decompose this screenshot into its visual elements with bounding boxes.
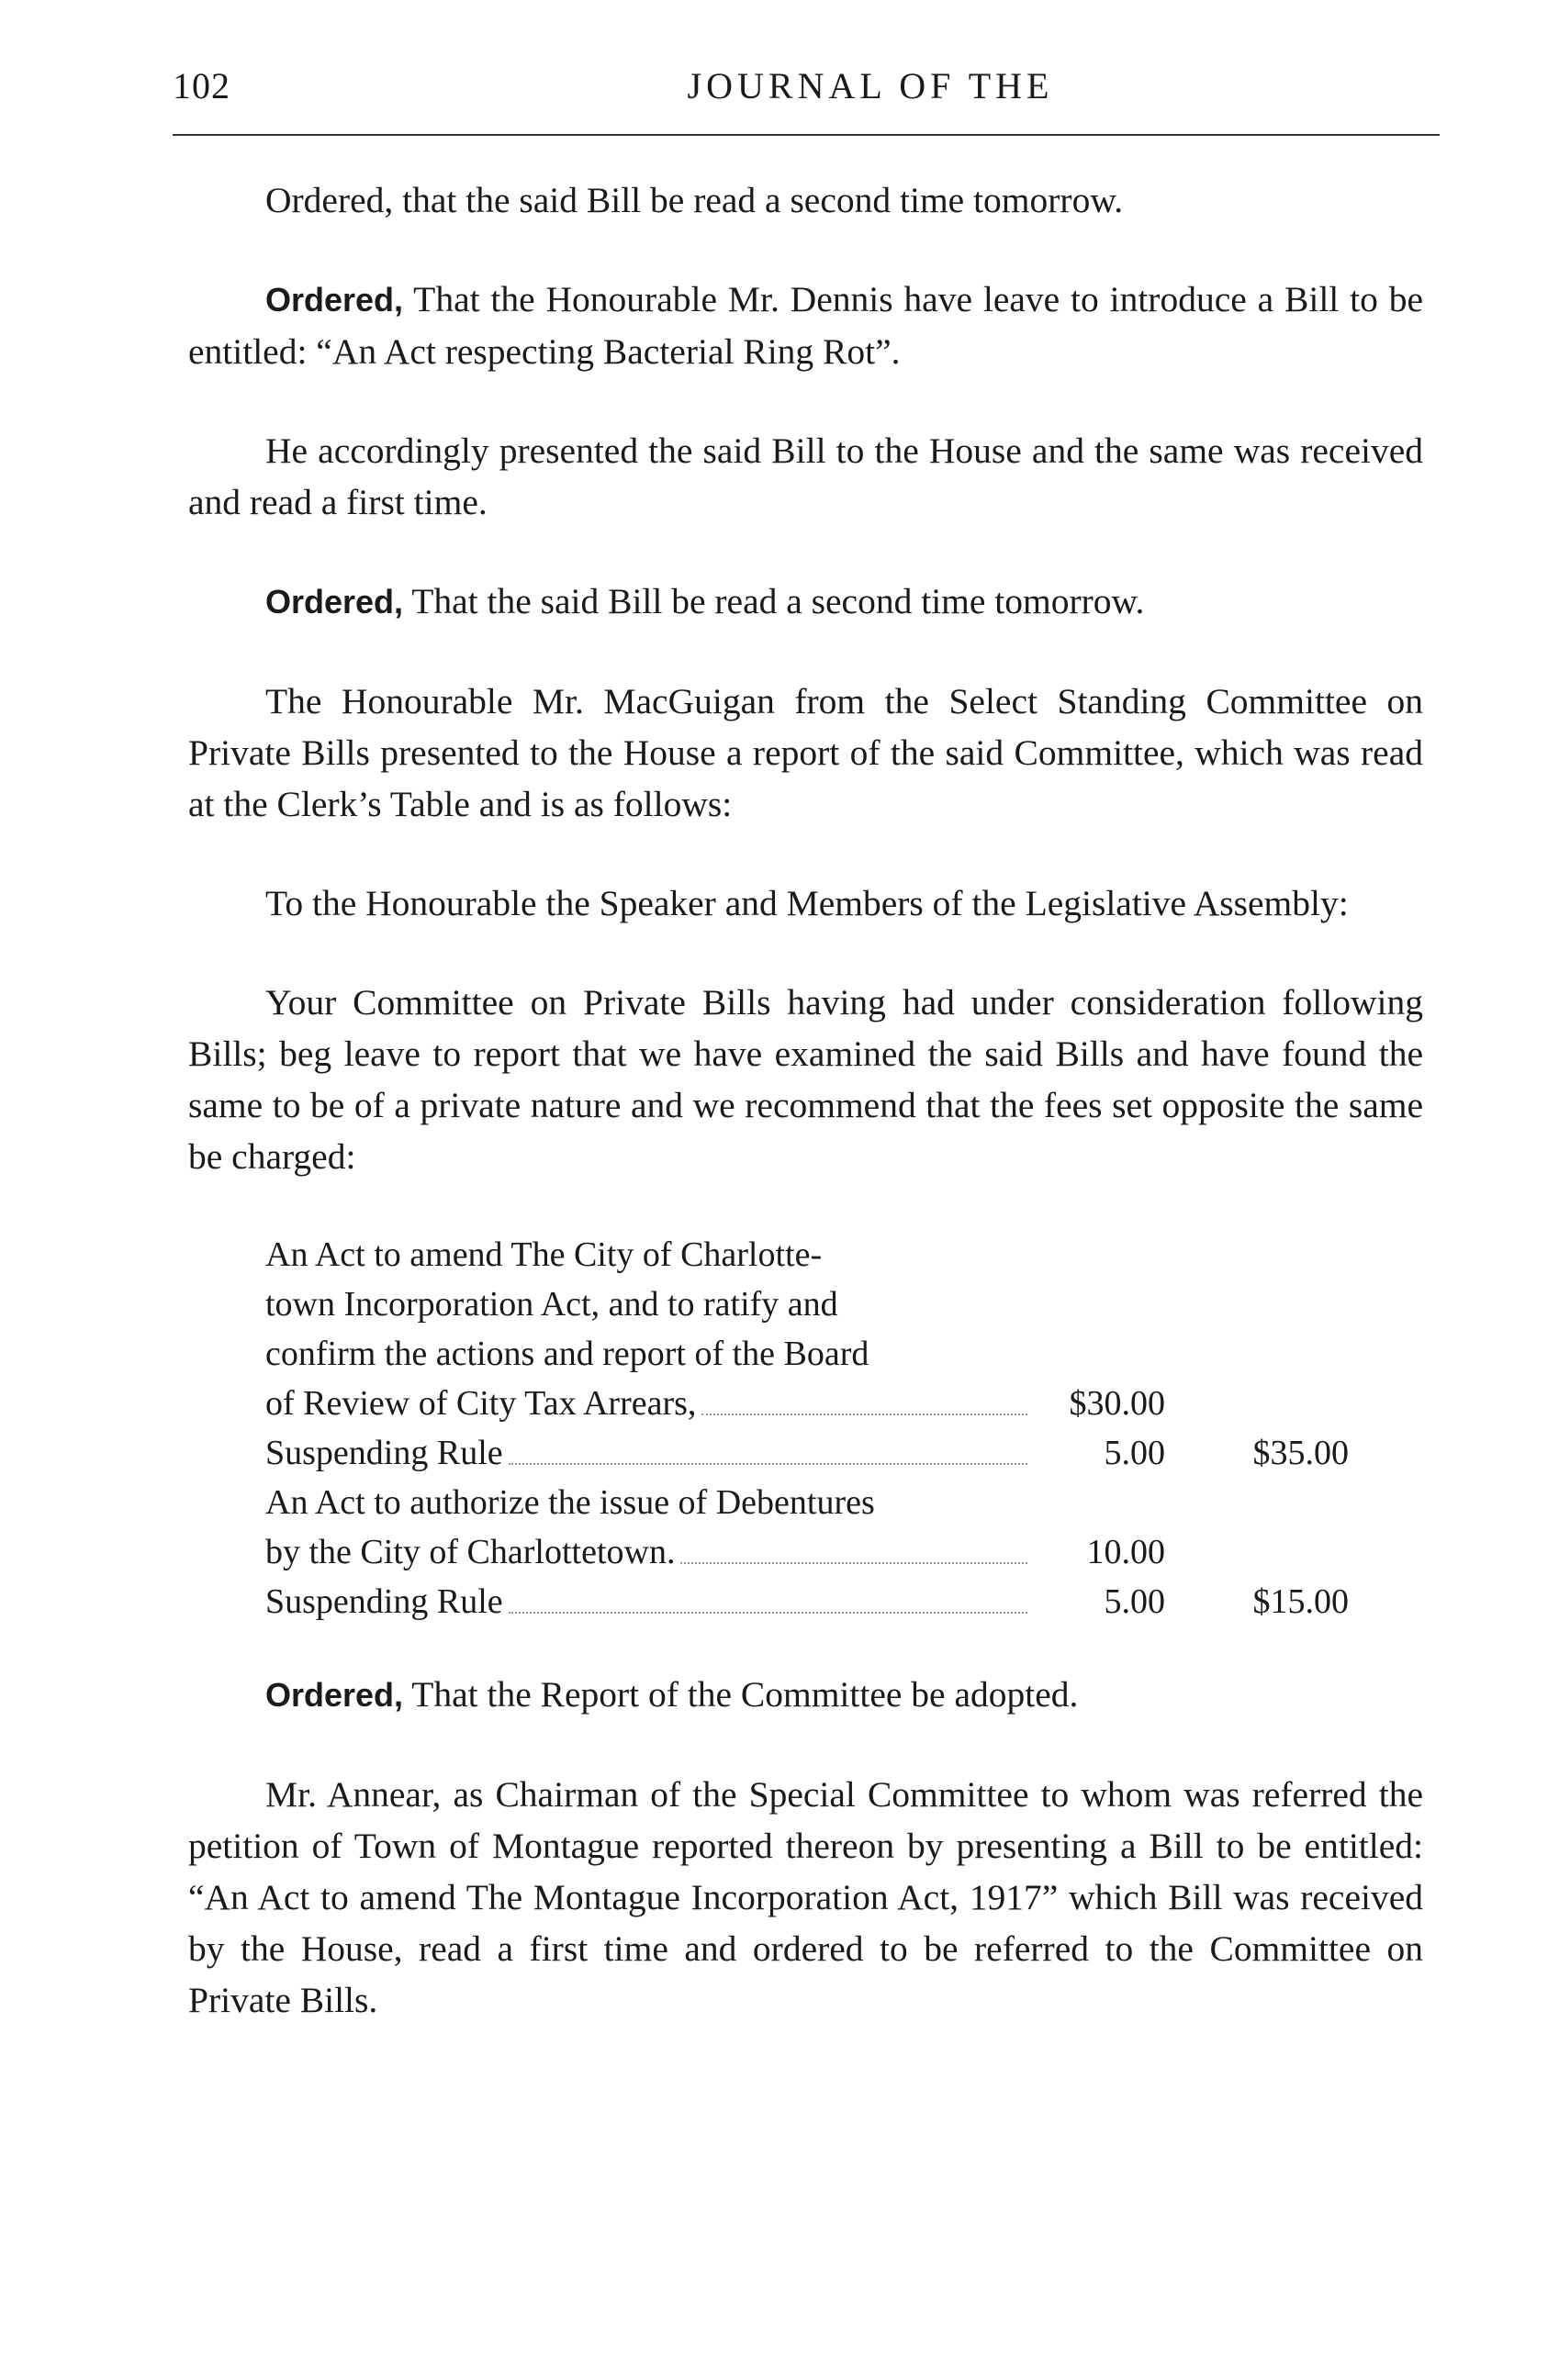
fees-table	[265, 1230, 1385, 1626]
journal-body	[188, 174, 1423, 2073]
fee-description-line: An Act to amend The City of Charlotte-	[265, 1235, 823, 1274]
fee-row	[265, 1428, 1385, 1478]
dotted-leader	[509, 1612, 1027, 1614]
paragraph-text: That the Report of the Committee be adopted.	[403, 1674, 1079, 1715]
dotted-leader	[701, 1413, 1027, 1415]
fee-total: $35.00	[1252, 1434, 1349, 1472]
paragraph-text: That the said Bill be read a second time tomorrow.	[403, 581, 1145, 621]
ordered-lead: Ordered,	[265, 281, 404, 318]
fee-row	[265, 1478, 1385, 1577]
paragraph-order-leave-to-introduce	[188, 274, 1423, 377]
paragraph-montague-bill: Mr. Annear, as Chairman of the Special Committee to whom was referred the petition of Town of Montague reported thereon by presenting a Bill to be entitled: “An Act to amend The Montague Incorporation Act, 1917” which Bill was received by the House, read a first time and ordered to be referred to the Committee on Private Bills.	[188, 1774, 1423, 2020]
fee-description	[265, 1230, 1027, 1428]
paragraph-report-adopted	[188, 1669, 1423, 1721]
fee-amount: 5.00	[1104, 1434, 1165, 1472]
running-head	[173, 64, 1440, 119]
paragraph-committee-report-intro: The Honourable Mr. MacGuigan from the Select Standing Committee on Private Bills presented to the House a report of the said Committee, which was read at the Clerk’s Table and is as follows:	[188, 681, 1423, 824]
fee-description	[265, 1428, 1027, 1478]
fee-description-line: An Act to authorize the issue of Debentures	[265, 1483, 875, 1522]
fee-description-line: Suspending Rule	[265, 1582, 503, 1621]
fee-amount: 10.00	[1086, 1533, 1165, 1571]
page-number: 102	[173, 65, 230, 106]
ordered-lead: Ordered,	[265, 583, 404, 620]
dotted-leader	[680, 1562, 1027, 1564]
fee-description-line: of Review of City Tax Arrears,	[265, 1384, 697, 1423]
fee-description-line: town Incorporation Act, and to ratify and	[265, 1285, 838, 1324]
fee-description-line: by the City of Charlottetown.	[265, 1533, 676, 1571]
paragraph-text: That the Honourable Mr. Dennis have leave to introduce a Bill to be entitled: “An Act respecting Bacterial Ring Rot”.	[188, 279, 1423, 372]
fee-description-line: confirm the actions and report of the Board	[265, 1335, 869, 1373]
fee-amount: 5.00	[1104, 1582, 1165, 1621]
fee-description	[265, 1478, 1027, 1577]
fee-row	[265, 1230, 1385, 1428]
paragraph-bill-presented: He accordingly presented the said Bill to the House and the same was received and read a first time.	[188, 430, 1423, 522]
paragraph-address: To the Honourable the Speaker and Members of the Legislative Assembly:	[265, 883, 1349, 923]
header-rule	[173, 134, 1440, 136]
fee-description-line: Suspending Rule	[265, 1434, 503, 1472]
paragraph-order-second-reading-2	[188, 575, 1423, 628]
fee-total: $15.00	[1252, 1582, 1349, 1621]
fee-amount: $30.00	[1069, 1384, 1165, 1423]
paragraph-committee-report: Your Committee on Private Bills having had under consideration following Bills; beg leave to report that we have examined the said Bills and have found the same to be of a private nature and we recommend that the fees set opposite the same be charged:	[188, 982, 1423, 1177]
ordered-lead: Ordered,	[265, 1676, 404, 1714]
fee-row	[265, 1577, 1385, 1626]
fee-description	[265, 1577, 1027, 1626]
journal-title: JOURNAL OF THE	[687, 65, 1054, 106]
dotted-leader	[509, 1463, 1027, 1465]
paragraph-order-second-reading: Ordered, that the said Bill be read a second time tomorrow.	[265, 180, 1124, 220]
